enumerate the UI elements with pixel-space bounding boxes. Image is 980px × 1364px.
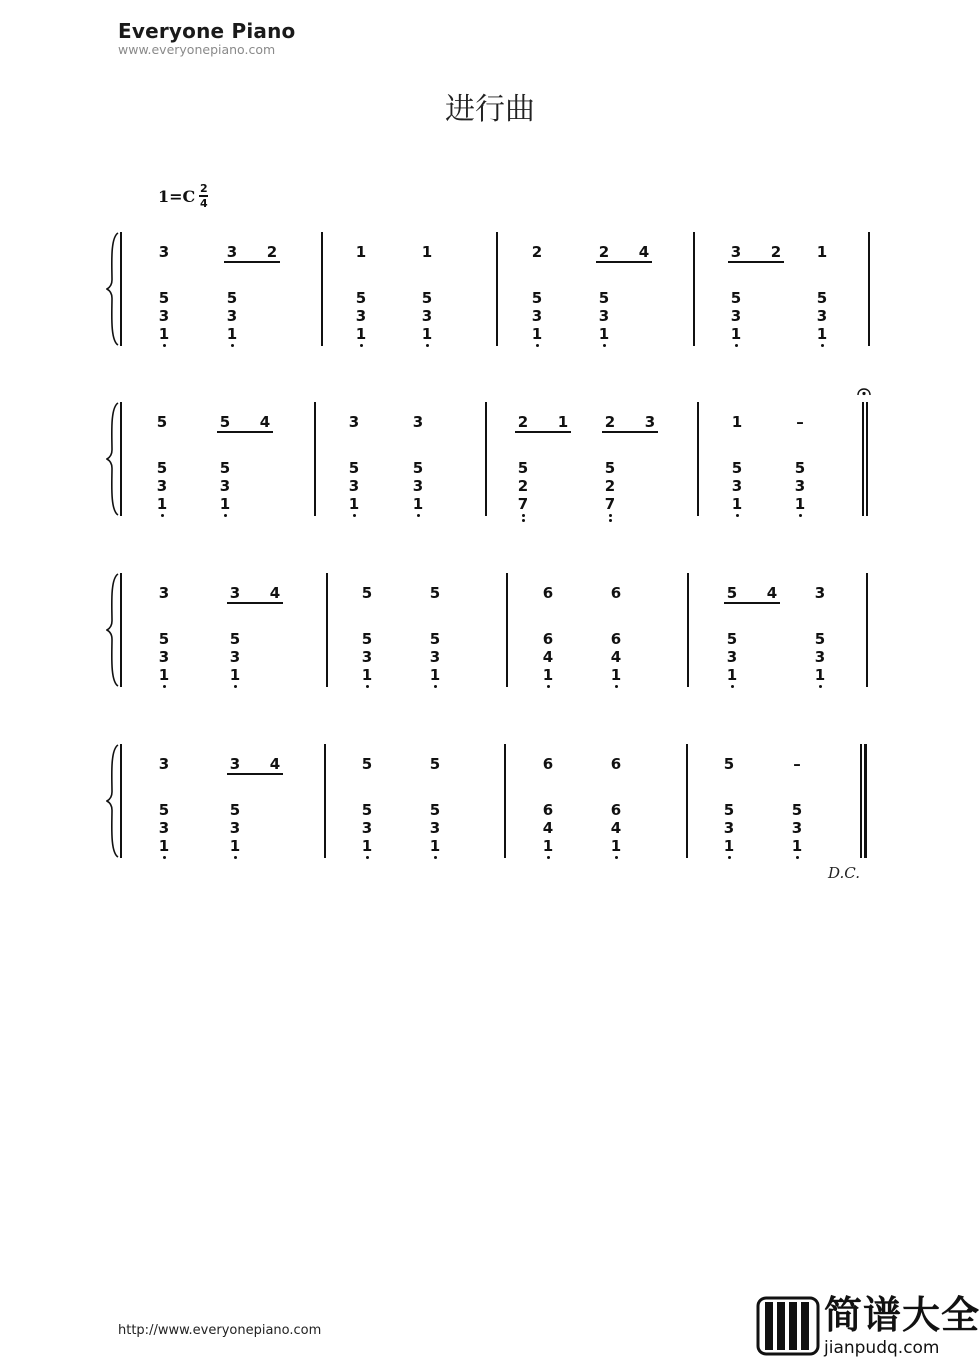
barline bbox=[686, 744, 688, 858]
melody-note: – bbox=[793, 755, 801, 773]
barline bbox=[697, 402, 699, 516]
melody-note: 3 bbox=[158, 243, 170, 261]
low-octave-dot bbox=[615, 856, 618, 859]
chord-note: 1 bbox=[598, 325, 610, 343]
low-octave-dot bbox=[728, 856, 731, 859]
chord-note: 3 bbox=[429, 648, 441, 666]
barline bbox=[314, 402, 316, 516]
chord-note: 5 bbox=[726, 630, 738, 648]
melody-note: 5 bbox=[429, 755, 441, 773]
low-octave-dot bbox=[231, 344, 234, 347]
low-octave-dot bbox=[163, 685, 166, 688]
chord-note: 1 bbox=[610, 837, 622, 855]
chord-note: 5 bbox=[158, 801, 170, 819]
chord-note: 3 bbox=[226, 307, 238, 325]
chord-note: 3 bbox=[723, 819, 735, 837]
chord-note: 3 bbox=[598, 307, 610, 325]
barline bbox=[506, 573, 508, 687]
melody-note: 3 bbox=[730, 243, 742, 261]
piano-keys-icon bbox=[756, 1296, 820, 1356]
low-octave-dot bbox=[731, 685, 734, 688]
chord-note: 1 bbox=[158, 666, 170, 684]
low-octave-dot bbox=[161, 514, 164, 517]
chord-note: 3 bbox=[412, 477, 424, 495]
eighth-note-beam bbox=[724, 602, 780, 604]
chord-note: 1 bbox=[348, 495, 360, 513]
barline bbox=[120, 232, 122, 346]
melody-note: 3 bbox=[644, 413, 656, 431]
chord-note: 1 bbox=[816, 325, 828, 343]
chord-note: 3 bbox=[229, 819, 241, 837]
chord-note: 1 bbox=[610, 666, 622, 684]
key-signature bbox=[158, 180, 208, 212]
time-signature-top: 2 bbox=[199, 182, 208, 196]
melody-note: 4 bbox=[259, 413, 271, 431]
chord-note: 4 bbox=[542, 819, 554, 837]
chord-note: 5 bbox=[791, 801, 803, 819]
low-octave-dot bbox=[434, 685, 437, 688]
final-barline-thick bbox=[864, 744, 867, 858]
chord-note: 6 bbox=[610, 801, 622, 819]
chord-note: 3 bbox=[219, 477, 231, 495]
chord-note: 3 bbox=[361, 648, 373, 666]
melody-note: 3 bbox=[348, 413, 360, 431]
chord-note: 1 bbox=[421, 325, 433, 343]
chord-note: 5 bbox=[429, 630, 441, 648]
eighth-note-beam bbox=[224, 261, 280, 263]
chord-note: 3 bbox=[531, 307, 543, 325]
chord-note: 1 bbox=[229, 666, 241, 684]
chord-note: 3 bbox=[794, 477, 806, 495]
brand-url: www.everyonepiano.com bbox=[118, 42, 276, 57]
low-octave-dot bbox=[796, 856, 799, 859]
low-octave-dot bbox=[547, 856, 550, 859]
chord-note: 1 bbox=[429, 837, 441, 855]
double-barline-thin bbox=[860, 744, 862, 858]
chord-note: 1 bbox=[361, 666, 373, 684]
chord-note: 5 bbox=[421, 289, 433, 307]
logo-chinese-text: 简谱大全 bbox=[824, 1293, 980, 1337]
melody-note: 1 bbox=[355, 243, 367, 261]
melody-note: 4 bbox=[766, 584, 778, 602]
chord-note: 3 bbox=[791, 819, 803, 837]
barline bbox=[120, 402, 122, 516]
low-octave-dot bbox=[163, 856, 166, 859]
melody-note: 4 bbox=[638, 243, 650, 261]
chord-note: 1 bbox=[731, 495, 743, 513]
brand-header bbox=[118, 20, 295, 57]
chord-note: 5 bbox=[794, 459, 806, 477]
chord-note: 1 bbox=[794, 495, 806, 513]
low-octave-dot bbox=[547, 685, 550, 688]
jianpu-logo bbox=[756, 1293, 980, 1362]
chord-note: 6 bbox=[542, 801, 554, 819]
low-octave-dot bbox=[609, 514, 612, 517]
chord-note: 5 bbox=[229, 801, 241, 819]
eighth-note-beam bbox=[217, 431, 273, 433]
melody-note: 2 bbox=[770, 243, 782, 261]
chord-note: 5 bbox=[598, 289, 610, 307]
eighth-note-beam bbox=[227, 602, 283, 604]
time-signature bbox=[199, 183, 208, 209]
barline bbox=[504, 744, 506, 858]
chord-note: 5 bbox=[348, 459, 360, 477]
brand-name: Everyone Piano bbox=[118, 19, 296, 43]
barline bbox=[120, 744, 122, 858]
chord-note: 1 bbox=[412, 495, 424, 513]
chord-note: 1 bbox=[730, 325, 742, 343]
chord-note: 3 bbox=[158, 819, 170, 837]
melody-note: 6 bbox=[610, 584, 622, 602]
eighth-note-beam bbox=[596, 261, 652, 263]
chord-note: 5 bbox=[361, 801, 373, 819]
grand-staff-brace bbox=[106, 232, 120, 346]
chord-note: 5 bbox=[156, 459, 168, 477]
low-octave-dot bbox=[366, 685, 369, 688]
chord-note: 1 bbox=[361, 837, 373, 855]
melody-note: 2 bbox=[266, 243, 278, 261]
melody-note: 3 bbox=[226, 243, 238, 261]
chord-note: 1 bbox=[726, 666, 738, 684]
chord-note: 1 bbox=[429, 666, 441, 684]
chord-note: 1 bbox=[814, 666, 826, 684]
melody-note: 3 bbox=[158, 584, 170, 602]
melody-note: 1 bbox=[816, 243, 828, 261]
low-octave-dot bbox=[234, 856, 237, 859]
chord-note: 3 bbox=[731, 477, 743, 495]
chord-note: 1 bbox=[355, 325, 367, 343]
chord-note: 2 bbox=[604, 477, 616, 495]
barline bbox=[120, 573, 122, 687]
key-label: 1=C bbox=[158, 186, 196, 206]
chord-note: 5 bbox=[429, 801, 441, 819]
barline bbox=[693, 232, 695, 346]
eighth-note-beam bbox=[602, 431, 658, 433]
melody-note: 3 bbox=[229, 755, 241, 773]
chord-note: 5 bbox=[723, 801, 735, 819]
chord-note: 4 bbox=[542, 648, 554, 666]
low-octave-dot bbox=[522, 519, 525, 522]
chord-note: 1 bbox=[156, 495, 168, 513]
low-octave-dot bbox=[735, 344, 738, 347]
chord-note: 3 bbox=[726, 648, 738, 666]
melody-note: 3 bbox=[158, 755, 170, 773]
chord-note: 5 bbox=[226, 289, 238, 307]
melody-note: 6 bbox=[542, 755, 554, 773]
chord-note: 5 bbox=[531, 289, 543, 307]
logo-domain-text: jianpudq.com bbox=[824, 1338, 940, 1358]
chord-note: 3 bbox=[421, 307, 433, 325]
melody-note: 6 bbox=[542, 584, 554, 602]
melody-note: 5 bbox=[156, 413, 168, 431]
barline bbox=[496, 232, 498, 346]
chord-note: 4 bbox=[610, 648, 622, 666]
low-octave-dot bbox=[434, 856, 437, 859]
chord-note: 1 bbox=[723, 837, 735, 855]
barline bbox=[485, 402, 487, 516]
low-octave-dot bbox=[522, 514, 525, 517]
chord-note: 5 bbox=[604, 459, 616, 477]
low-octave-dot bbox=[799, 514, 802, 517]
chord-note: 3 bbox=[348, 477, 360, 495]
chord-note: 3 bbox=[814, 648, 826, 666]
chord-note: 5 bbox=[158, 289, 170, 307]
grand-staff-brace bbox=[106, 744, 120, 858]
melody-note: 3 bbox=[229, 584, 241, 602]
chord-note: 1 bbox=[158, 837, 170, 855]
chord-note: 1 bbox=[531, 325, 543, 343]
melody-note: 2 bbox=[531, 243, 543, 261]
low-octave-dot bbox=[163, 344, 166, 347]
melody-note: 1 bbox=[421, 243, 433, 261]
chord-note: 5 bbox=[517, 459, 529, 477]
low-octave-dot bbox=[609, 519, 612, 522]
chord-note: 6 bbox=[610, 630, 622, 648]
melody-note: – bbox=[796, 413, 804, 431]
chord-note: 7 bbox=[517, 495, 529, 513]
barline bbox=[866, 573, 868, 687]
low-octave-dot bbox=[603, 344, 606, 347]
time-signature-bottom: 4 bbox=[199, 196, 208, 210]
chord-note: 1 bbox=[542, 837, 554, 855]
melody-note: 3 bbox=[814, 584, 826, 602]
melody-note: 5 bbox=[429, 584, 441, 602]
chord-note: 3 bbox=[429, 819, 441, 837]
low-octave-dot bbox=[360, 344, 363, 347]
footer-url[interactable]: http://www.everyonepiano.com bbox=[118, 1323, 322, 1338]
chord-note: 3 bbox=[158, 648, 170, 666]
low-octave-dot bbox=[615, 685, 618, 688]
barline bbox=[687, 573, 689, 687]
chord-note: 3 bbox=[816, 307, 828, 325]
chord-note: 1 bbox=[219, 495, 231, 513]
chord-note: 1 bbox=[229, 837, 241, 855]
fermata-icon bbox=[857, 386, 871, 396]
barline bbox=[324, 744, 326, 858]
melody-note: 5 bbox=[361, 755, 373, 773]
barline bbox=[868, 232, 870, 346]
melody-note: 2 bbox=[604, 413, 616, 431]
chord-note: 3 bbox=[156, 477, 168, 495]
chord-note: 1 bbox=[226, 325, 238, 343]
double-barline-thin bbox=[862, 402, 864, 516]
melody-note: 6 bbox=[610, 755, 622, 773]
grand-staff-brace bbox=[106, 573, 120, 687]
eighth-note-beam bbox=[728, 261, 784, 263]
chord-note: 5 bbox=[361, 630, 373, 648]
chord-note: 3 bbox=[361, 819, 373, 837]
low-octave-dot bbox=[819, 685, 822, 688]
dc-mark: D.C. bbox=[828, 864, 860, 882]
melody-note: 5 bbox=[723, 755, 735, 773]
low-octave-dot bbox=[536, 344, 539, 347]
double-barline-second bbox=[866, 402, 868, 516]
chord-note: 3 bbox=[229, 648, 241, 666]
chord-note: 3 bbox=[355, 307, 367, 325]
low-octave-dot bbox=[224, 514, 227, 517]
chord-note: 3 bbox=[158, 307, 170, 325]
chord-note: 5 bbox=[158, 630, 170, 648]
grand-staff-brace bbox=[106, 402, 120, 516]
chord-note: 5 bbox=[816, 289, 828, 307]
low-octave-dot bbox=[417, 514, 420, 517]
melody-note: 5 bbox=[361, 584, 373, 602]
low-octave-dot bbox=[736, 514, 739, 517]
barline bbox=[321, 232, 323, 346]
eighth-note-beam bbox=[227, 773, 283, 775]
low-octave-dot bbox=[353, 514, 356, 517]
chord-note: 5 bbox=[730, 289, 742, 307]
melody-note: 2 bbox=[517, 413, 529, 431]
low-octave-dot bbox=[426, 344, 429, 347]
chord-note: 1 bbox=[158, 325, 170, 343]
chord-note: 5 bbox=[355, 289, 367, 307]
chord-note: 4 bbox=[610, 819, 622, 837]
melody-note: 5 bbox=[219, 413, 231, 431]
chord-note: 5 bbox=[219, 459, 231, 477]
chord-note: 2 bbox=[517, 477, 529, 495]
melody-note: 5 bbox=[726, 584, 738, 602]
melody-note: 1 bbox=[557, 413, 569, 431]
barline bbox=[326, 573, 328, 687]
chord-note: 5 bbox=[412, 459, 424, 477]
low-octave-dot bbox=[821, 344, 824, 347]
chord-note: 1 bbox=[791, 837, 803, 855]
chord-note: 5 bbox=[229, 630, 241, 648]
melody-note: 4 bbox=[269, 755, 281, 773]
melody-note: 4 bbox=[269, 584, 281, 602]
chord-note: 1 bbox=[542, 666, 554, 684]
chord-note: 5 bbox=[814, 630, 826, 648]
eighth-note-beam bbox=[515, 431, 571, 433]
chord-note: 3 bbox=[730, 307, 742, 325]
chord-note: 5 bbox=[731, 459, 743, 477]
melody-note: 1 bbox=[731, 413, 743, 431]
melody-note: 2 bbox=[598, 243, 610, 261]
low-octave-dot bbox=[366, 856, 369, 859]
chord-note: 6 bbox=[542, 630, 554, 648]
chord-note: 7 bbox=[604, 495, 616, 513]
song-title: 进行曲 bbox=[445, 92, 535, 127]
melody-note: 3 bbox=[412, 413, 424, 431]
low-octave-dot bbox=[234, 685, 237, 688]
